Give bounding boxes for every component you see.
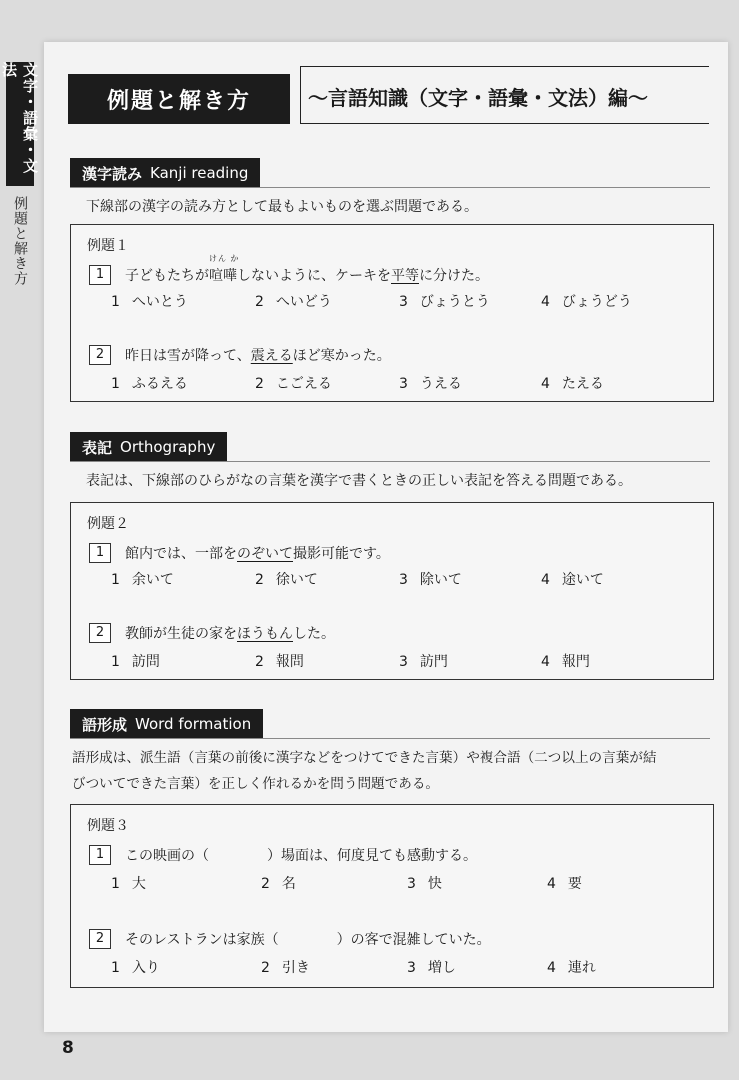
option-4[interactable]: 4 たえる <box>541 376 604 392</box>
question-number: 1 <box>89 265 111 285</box>
section-head-ja: 表記 <box>82 438 113 457</box>
question-text-pre: この映画の（ <box>125 848 209 864</box>
option-2[interactable]: 2 へいどう <box>255 294 332 310</box>
ruby-base: 喧嘩 <box>209 268 237 284</box>
answer-options <box>111 373 691 393</box>
section-divider <box>70 187 710 188</box>
option-2[interactable]: 2 報問 <box>255 654 304 670</box>
question-1 <box>89 254 489 285</box>
underlined-word: のぞいて <box>237 546 293 562</box>
page-title-row <box>68 66 710 124</box>
option-2[interactable]: 2 徐いて <box>255 572 318 588</box>
question-text-post: した。 <box>293 626 335 642</box>
page-title: 例題と解き方 <box>68 74 290 124</box>
option-3[interactable]: 3 増し <box>407 960 456 976</box>
question-text-post: ）場面は、何度見ても感動する。 <box>267 848 477 864</box>
section-head-ja: 漢字読み <box>82 164 143 183</box>
section-divider <box>70 738 710 739</box>
answer-options <box>111 569 691 589</box>
question-text-pre: そのレストランは家族（ <box>125 932 279 948</box>
question-text-pre: 昨日は雪が降って、 <box>125 348 251 364</box>
page-number: 8 <box>62 1038 74 1058</box>
section-head-orthography <box>70 432 227 462</box>
option-4[interactable]: 4 びょうどう <box>541 294 632 310</box>
option-2[interactable]: 2 こごえる <box>255 376 332 392</box>
answer-options <box>111 873 691 893</box>
question-text-pre: 館内では、一部を <box>125 546 237 562</box>
question-1 <box>89 845 477 865</box>
example-box-3 <box>70 804 714 988</box>
underlined-word: ほうもん <box>237 626 293 642</box>
question-1 <box>89 543 390 563</box>
question-text-mid: しないように、ケーキを <box>237 268 391 284</box>
answer-options <box>111 291 691 311</box>
option-1[interactable]: 1 大 <box>111 876 146 892</box>
question-number: 1 <box>89 845 111 865</box>
option-1[interactable]: 1 余いて <box>111 572 174 588</box>
option-4[interactable]: 4 連れ <box>547 960 596 976</box>
section-head-en: Word formation <box>135 715 252 733</box>
section-description-line-2: びついてできた言葉）を正しく作れるかを問う問題である。 <box>72 776 440 792</box>
option-1[interactable]: 1 ふるえる <box>111 376 188 392</box>
option-1[interactable]: 1 へいとう <box>111 294 188 310</box>
question-2 <box>89 623 335 643</box>
question-text-post: ほど寒かった。 <box>292 348 391 364</box>
option-3[interactable]: 3 訪門 <box>399 654 448 670</box>
question-number: 2 <box>89 623 111 643</box>
section-head-kanji-reading <box>70 158 260 188</box>
option-2[interactable]: 2 名 <box>261 876 296 892</box>
section-description <box>72 745 708 797</box>
option-3[interactable]: 3 びょうとう <box>399 294 490 310</box>
option-1[interactable]: 1 入り <box>111 960 160 976</box>
example-title: 例題３ <box>87 818 129 834</box>
option-3[interactable]: 3 快 <box>407 876 442 892</box>
option-4[interactable]: 4 報門 <box>541 654 590 670</box>
example-box-1 <box>70 224 714 402</box>
section-divider <box>70 461 710 462</box>
question-text-pre: 子どもたちが <box>125 268 209 284</box>
section-description: 下線部の漢字の読み方として最もよいものを選ぶ問題である。 <box>86 199 478 215</box>
question-number: 2 <box>89 929 111 949</box>
underlined-word: 震える <box>250 348 293 364</box>
section-head-en: Orthography <box>120 438 216 456</box>
underlined-word: 平等 <box>391 268 419 284</box>
ruby-word <box>209 254 240 285</box>
section-description: 表記は、下線部のひらがなの言葉を漢字で書くときの正しい表記を答える問題である。 <box>86 473 632 489</box>
example-title: 例題１ <box>87 238 129 254</box>
question-number: 1 <box>89 543 111 563</box>
option-3[interactable]: 3 除いて <box>399 572 462 588</box>
option-4[interactable]: 4 途いて <box>541 572 604 588</box>
section-description-line-1: 語形成は、派生語（言葉の前後に漢字などをつけてできた言葉）や複合語（二つ以上の言葉が結 <box>72 750 657 766</box>
answer-options <box>111 651 691 671</box>
question-text-pre: 教師が生徒の家を <box>125 626 237 642</box>
page-subtitle: ～言語知識（文字・語彙・文法）編～ <box>308 86 648 110</box>
question-text-post: 撮影可能です。 <box>293 546 390 562</box>
example-box-2 <box>70 502 714 680</box>
option-3[interactable]: 3 うえる <box>399 376 462 392</box>
question-2 <box>89 929 491 949</box>
section-head-word-formation <box>70 709 263 739</box>
option-1[interactable]: 1 訪問 <box>111 654 160 670</box>
answer-options <box>111 957 691 977</box>
side-chapter-tab: 文字・語彙・文法 <box>6 62 34 186</box>
option-4[interactable]: 4 要 <box>547 876 582 892</box>
side-section-label: 例題と解き方 <box>12 196 28 286</box>
section-head-en: Kanji reading <box>150 164 249 182</box>
question-2 <box>89 345 391 365</box>
question-text-post: ）の客で混雑していた。 <box>336 932 491 948</box>
example-title: 例題２ <box>87 516 129 532</box>
question-text-post: に分けた。 <box>419 268 489 284</box>
ruby-reading: けん か <box>209 254 240 263</box>
question-number: 2 <box>89 345 111 365</box>
section-head-ja: 語形成 <box>82 715 128 734</box>
option-2[interactable]: 2 引き <box>261 960 310 976</box>
